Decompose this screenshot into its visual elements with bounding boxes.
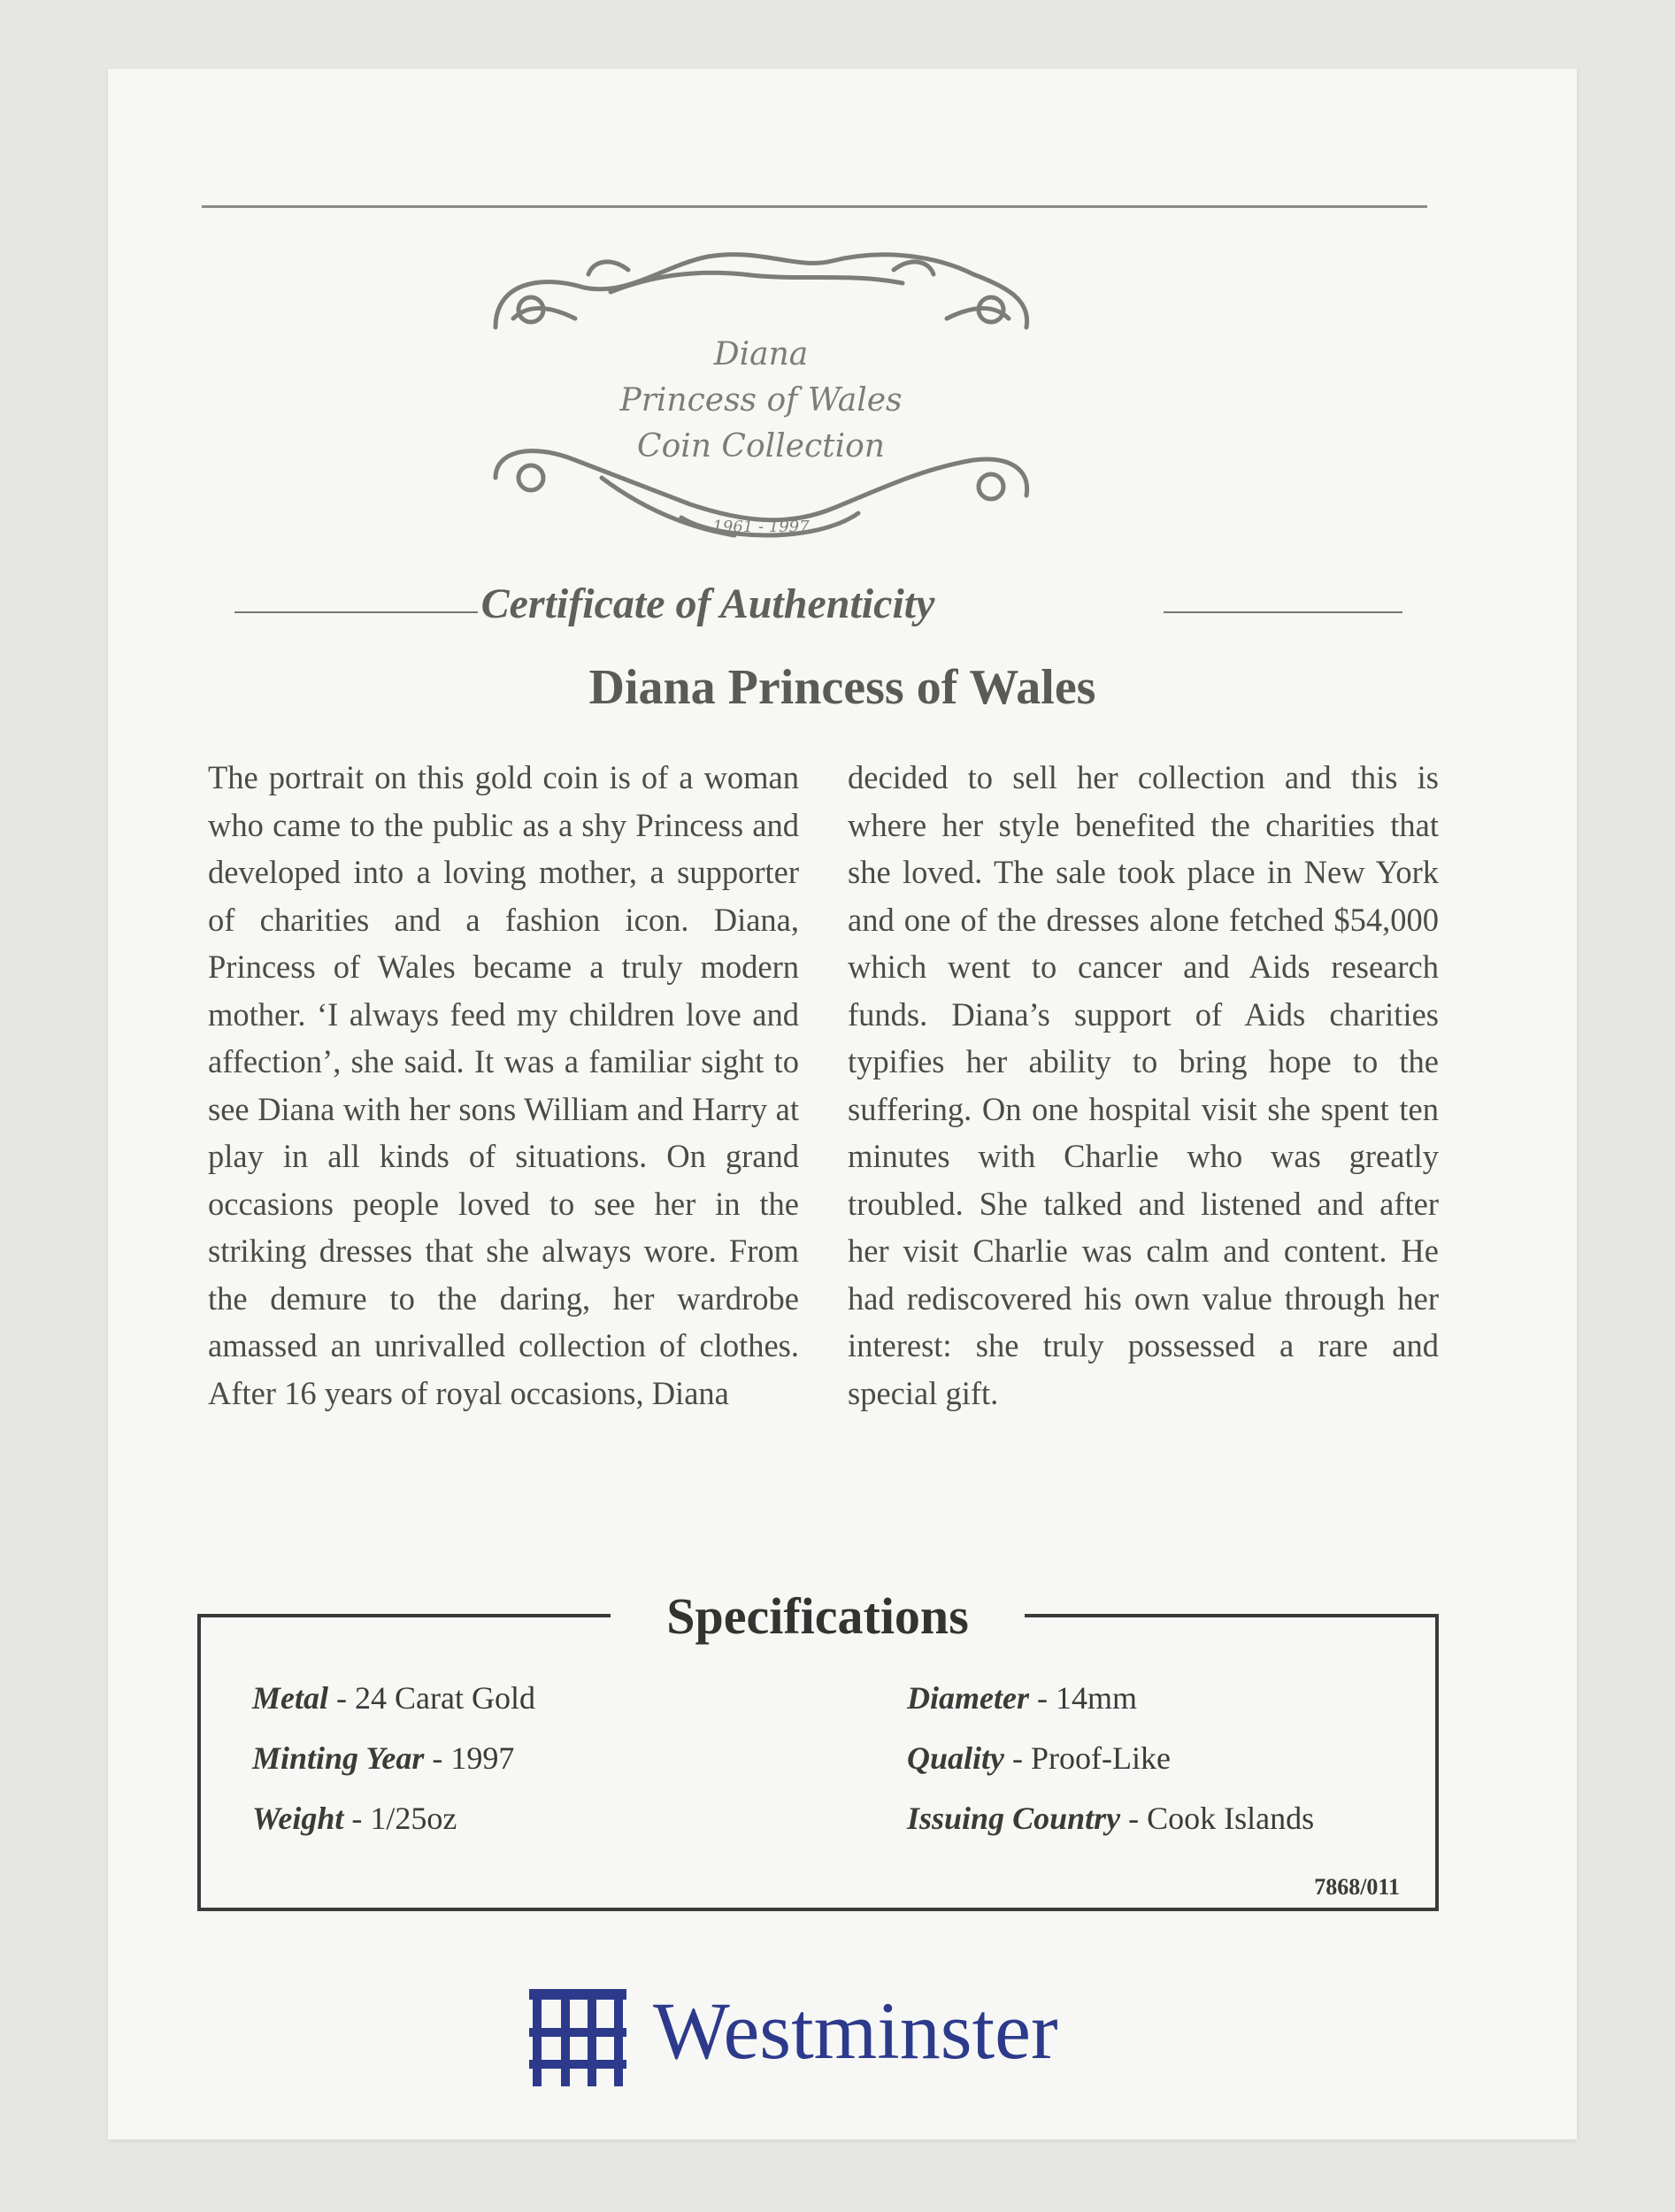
brand-name: Westminster <box>653 1985 1058 2076</box>
specifications-title: Specifications <box>611 1586 1025 1647</box>
spec-issuing-country <box>907 1800 1314 1837</box>
spec-weight-label: Weight <box>252 1801 344 1836</box>
spec-year-label: Minting Year <box>252 1740 425 1776</box>
spec-metal <box>252 1679 535 1717</box>
spec-metal-value: - 24 Carat Gold <box>328 1680 535 1716</box>
product-code: 7868/011 <box>1314 1874 1400 1900</box>
spec-diameter-label: Diameter <box>907 1680 1029 1716</box>
spec-country-label: Issuing Country <box>907 1801 1121 1836</box>
spec-metal-label: Metal <box>252 1680 328 1716</box>
spec-minting-year <box>252 1740 514 1777</box>
spec-country-value: - Cook Islands <box>1120 1801 1315 1836</box>
specifications-box <box>197 1587 1439 1911</box>
heading-rule-right <box>1164 611 1402 613</box>
page-title: Diana Princess of Wales <box>588 660 1096 715</box>
emblem-years: 1961 - 1997 <box>712 518 810 536</box>
portcullis-icon <box>529 1989 626 2086</box>
emblem-line-3: Coin Collection <box>637 428 885 465</box>
body-text-right: decided to sell her collection and this is where her style benefited the charities that she loved. The sale took place in New York and one of the dresses alone fetched $54,000 which went to cancer and Aids research funds. Diana’s support of Aids charities typifies her ability to bring hope to the suffering. On one hospital visit she spent ten minutes with Charlie who was greatly troubled. She talked and listened and after her visit Charlie was calm and content. He had rediscovered his own value through her interest: she truly possessed a rare and special gift. <box>848 759 1439 1411</box>
spec-quality <box>907 1740 1171 1777</box>
certificate-title: Certificate of Authenticity <box>480 580 935 627</box>
spec-quality-label: Quality <box>907 1740 1005 1776</box>
spec-year-value: - 1997 <box>424 1740 515 1776</box>
certificate-heading <box>124 580 1292 641</box>
body-text-left: The portrait on this gold coin is of a woman who came to the public as a shy Princess and developed into a loving mother, a supporter of charities and a fashion icon. Diana, Princess of Wales became a truly modern mother. ‘I always feed my children love and affection’, she said. It was a familiar sight to see Diana with her sons William and Harry at play in all kinds of situations. On grand occasions people loved to see her in the striking dresses that she always wore. From the demure to the daring, her wardrobe amassed an unrivalled collection of clothes. After 16 years of royal occasions, Diana <box>208 759 799 1411</box>
spec-quality-value: - Proof-Like <box>1004 1740 1171 1776</box>
spec-weight-value: - 1/25oz <box>343 1801 457 1836</box>
spec-diameter-value: - 14mm <box>1028 1680 1137 1716</box>
spec-weight <box>252 1800 457 1837</box>
emblem-line-1: Diana <box>713 336 809 373</box>
emblem <box>478 186 1044 566</box>
ribbon-icon <box>478 186 1044 566</box>
westminster-logo <box>529 1982 1166 2088</box>
spec-diameter <box>907 1679 1137 1717</box>
emblem-line-2: Princess of Wales <box>619 382 903 419</box>
